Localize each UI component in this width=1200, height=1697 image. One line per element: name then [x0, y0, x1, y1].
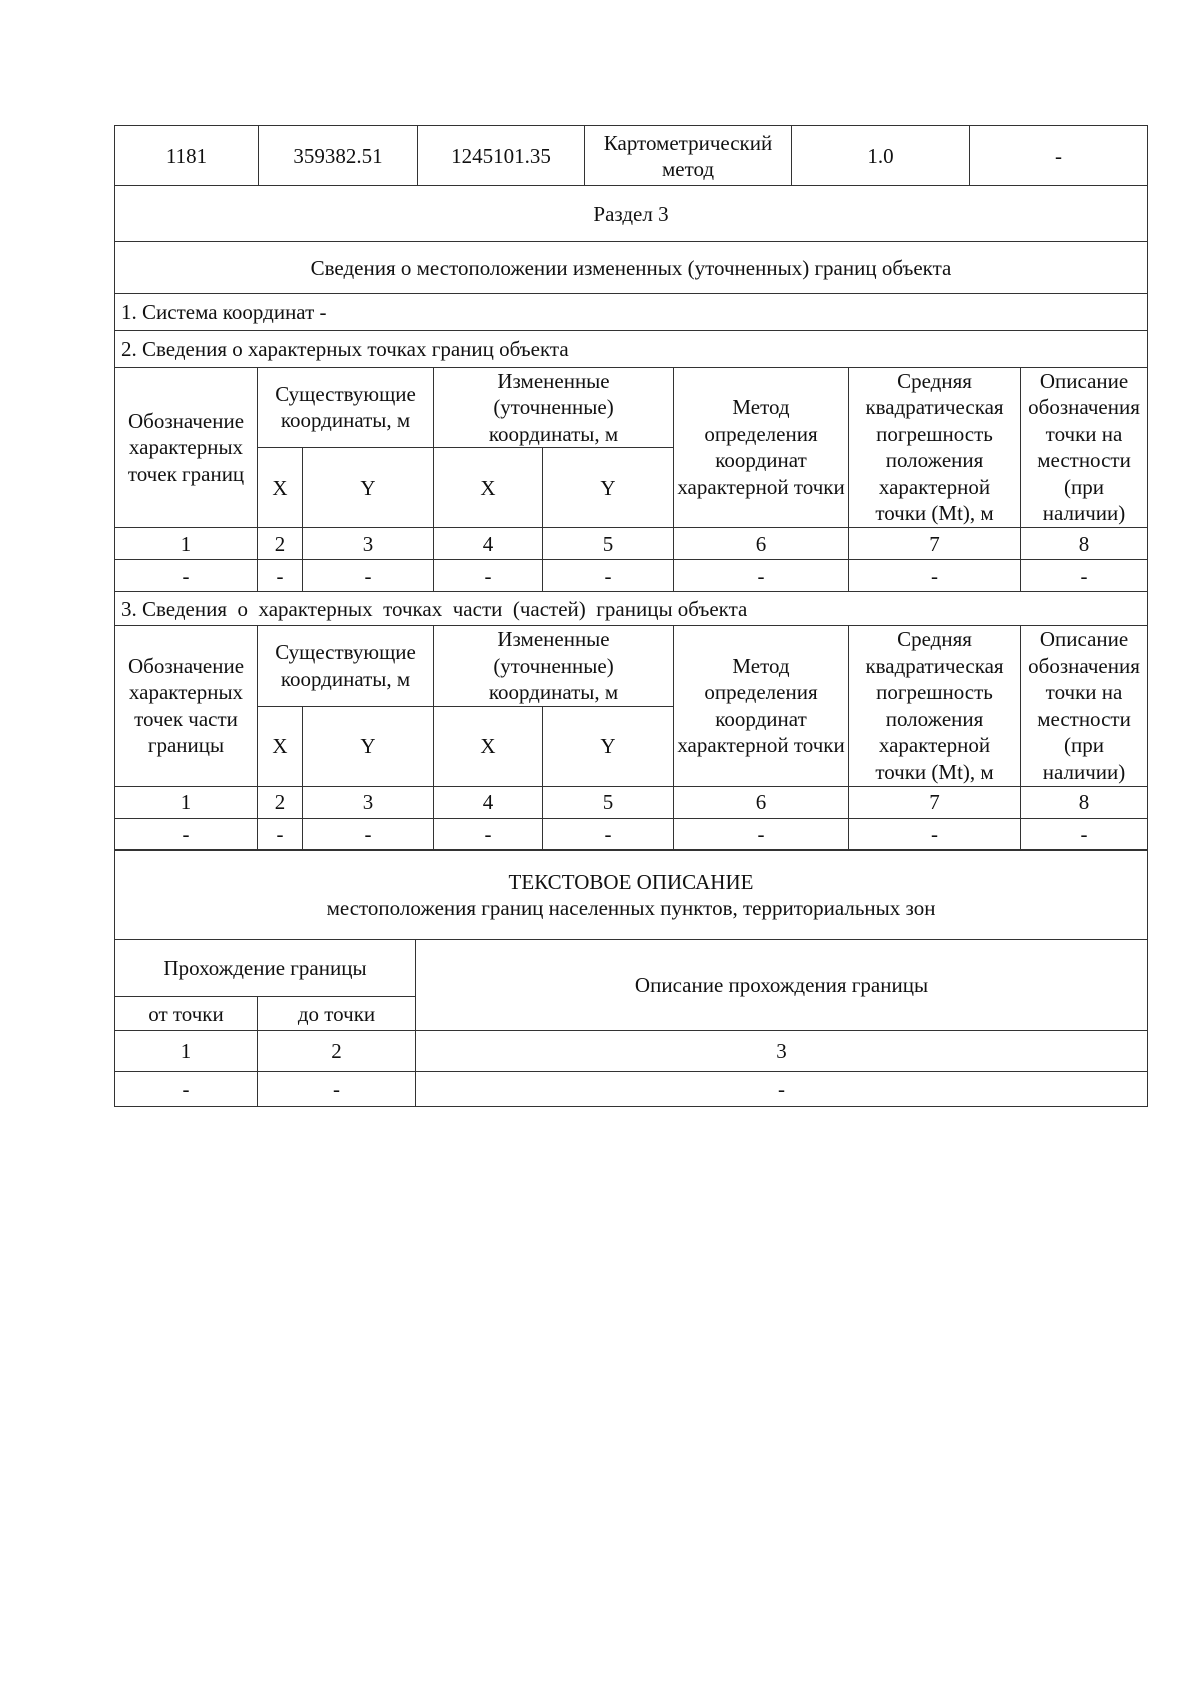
header-boundary-passage: Прохождение границы	[115, 940, 416, 997]
header-accuracy: Средняя квадратическая погрешность положения характерной точки (Mt), м	[849, 367, 1021, 528]
section-table	[114, 125, 1148, 368]
top-data-row	[115, 126, 1148, 186]
table-row	[115, 560, 1148, 592]
header-method: Метод определения координат характерной точки	[674, 367, 849, 528]
header-existing-y: Y	[303, 706, 434, 786]
column-number: 7	[849, 786, 1021, 818]
header-changed-coordinates: Измененные (уточненные) координаты, м	[434, 367, 674, 448]
header-changed-coordinates: Измененные (уточненные) координаты, м	[434, 626, 674, 707]
header-changed-x: X	[434, 448, 543, 528]
column-number: 1	[115, 528, 258, 560]
table-cell: -	[303, 560, 434, 592]
header-changed-y: Y	[543, 706, 674, 786]
y-coordinate-cell: 1245101.35	[418, 126, 585, 186]
header-from-point: от точки	[115, 997, 258, 1031]
table-cell: -	[674, 818, 849, 850]
text-description-header	[115, 850, 1148, 940]
table-cell: -	[115, 560, 258, 592]
table-cell: -	[115, 1072, 258, 1107]
column-number: 1	[115, 1031, 258, 1072]
text-description-table	[114, 849, 1148, 1107]
header-existing-x: X	[258, 706, 303, 786]
table-cell: -	[434, 818, 543, 850]
column-numbers-row	[115, 528, 1148, 560]
column-number: 7	[849, 528, 1021, 560]
column-number: 8	[1021, 528, 1148, 560]
table-cell: -	[258, 1072, 416, 1107]
parts-heading: 3. Сведения о характерных точках части (частей) границы объекта	[115, 592, 1148, 626]
header-existing-y: Y	[303, 448, 434, 528]
column-number: 4	[434, 528, 543, 560]
column-number: 8	[1021, 786, 1148, 818]
table-cell: -	[258, 818, 303, 850]
coordinate-system: 1. Система координат -	[115, 294, 1148, 331]
header-existing-x: X	[258, 448, 303, 528]
description-cell: -	[970, 126, 1148, 186]
section-title: Раздел 3	[115, 186, 1148, 242]
table-row	[115, 818, 1148, 850]
points-heading: 2. Сведения о характерных точках границ объекта	[115, 331, 1148, 368]
table-cell: -	[674, 560, 849, 592]
header-method: Метод определения координат характерной точки	[674, 626, 849, 787]
table-cell: -	[543, 560, 674, 592]
column-number: 2	[258, 1031, 416, 1072]
table-cell: -	[115, 818, 258, 850]
column-numbers-row	[115, 786, 1148, 818]
header-existing-coordinates: Существующие координаты, м	[258, 626, 434, 707]
column-number: 4	[434, 786, 543, 818]
column-number: 6	[674, 528, 849, 560]
table-cell: -	[303, 818, 434, 850]
table-cell: -	[543, 818, 674, 850]
header-designation: Обозначение характерных точек части границы	[115, 626, 258, 787]
point-number-cell: 1181	[115, 126, 259, 186]
text-description-title: ТЕКСТОВОЕ ОПИСАНИЕ	[508, 869, 754, 894]
column-number: 5	[543, 786, 674, 818]
column-number: 2	[258, 528, 303, 560]
column-number: 5	[543, 528, 674, 560]
x-coordinate-cell: 359382.51	[259, 126, 418, 186]
section-subtitle: Сведения о местоположении измененных (уточненных) границ объекта	[115, 242, 1148, 294]
accuracy-cell: 1.0	[792, 126, 970, 186]
table-cell: -	[258, 560, 303, 592]
header-description: Описание обозначения точки на местности (при наличии)	[1021, 626, 1148, 787]
column-number: 2	[258, 786, 303, 818]
header-designation: Обозначение характерных точек границ	[115, 367, 258, 528]
column-number: 3	[303, 528, 434, 560]
method-cell: Картометрический метод	[585, 126, 792, 186]
header-accuracy: Средняя квадратическая погрешность положения характерной точки (Mt), м	[849, 626, 1021, 787]
document-page	[114, 125, 1147, 1107]
header-changed-y: Y	[543, 448, 674, 528]
table-cell: -	[1021, 560, 1148, 592]
points-table	[114, 367, 1148, 851]
column-number: 1	[115, 786, 258, 818]
header-description: Описание обозначения точки на местности (при наличии)	[1021, 367, 1148, 528]
text-description-subtitle: местоположения границ населенных пунктов, территориальных зон	[326, 895, 936, 920]
table-cell: -	[1021, 818, 1148, 850]
table-cell: -	[849, 818, 1021, 850]
header-to-point: до точки	[258, 997, 416, 1031]
column-number: 3	[416, 1031, 1148, 1072]
header-existing-coordinates: Существующие координаты, м	[258, 367, 434, 448]
header-changed-x: X	[434, 706, 543, 786]
column-number: 6	[674, 786, 849, 818]
table-row	[115, 1072, 1148, 1107]
header-boundary-description: Описание прохождения границы	[416, 940, 1148, 1031]
table-cell: -	[416, 1072, 1148, 1107]
table-cell: -	[434, 560, 543, 592]
column-numbers-row	[115, 1031, 1148, 1072]
column-number: 3	[303, 786, 434, 818]
table-cell: -	[849, 560, 1021, 592]
